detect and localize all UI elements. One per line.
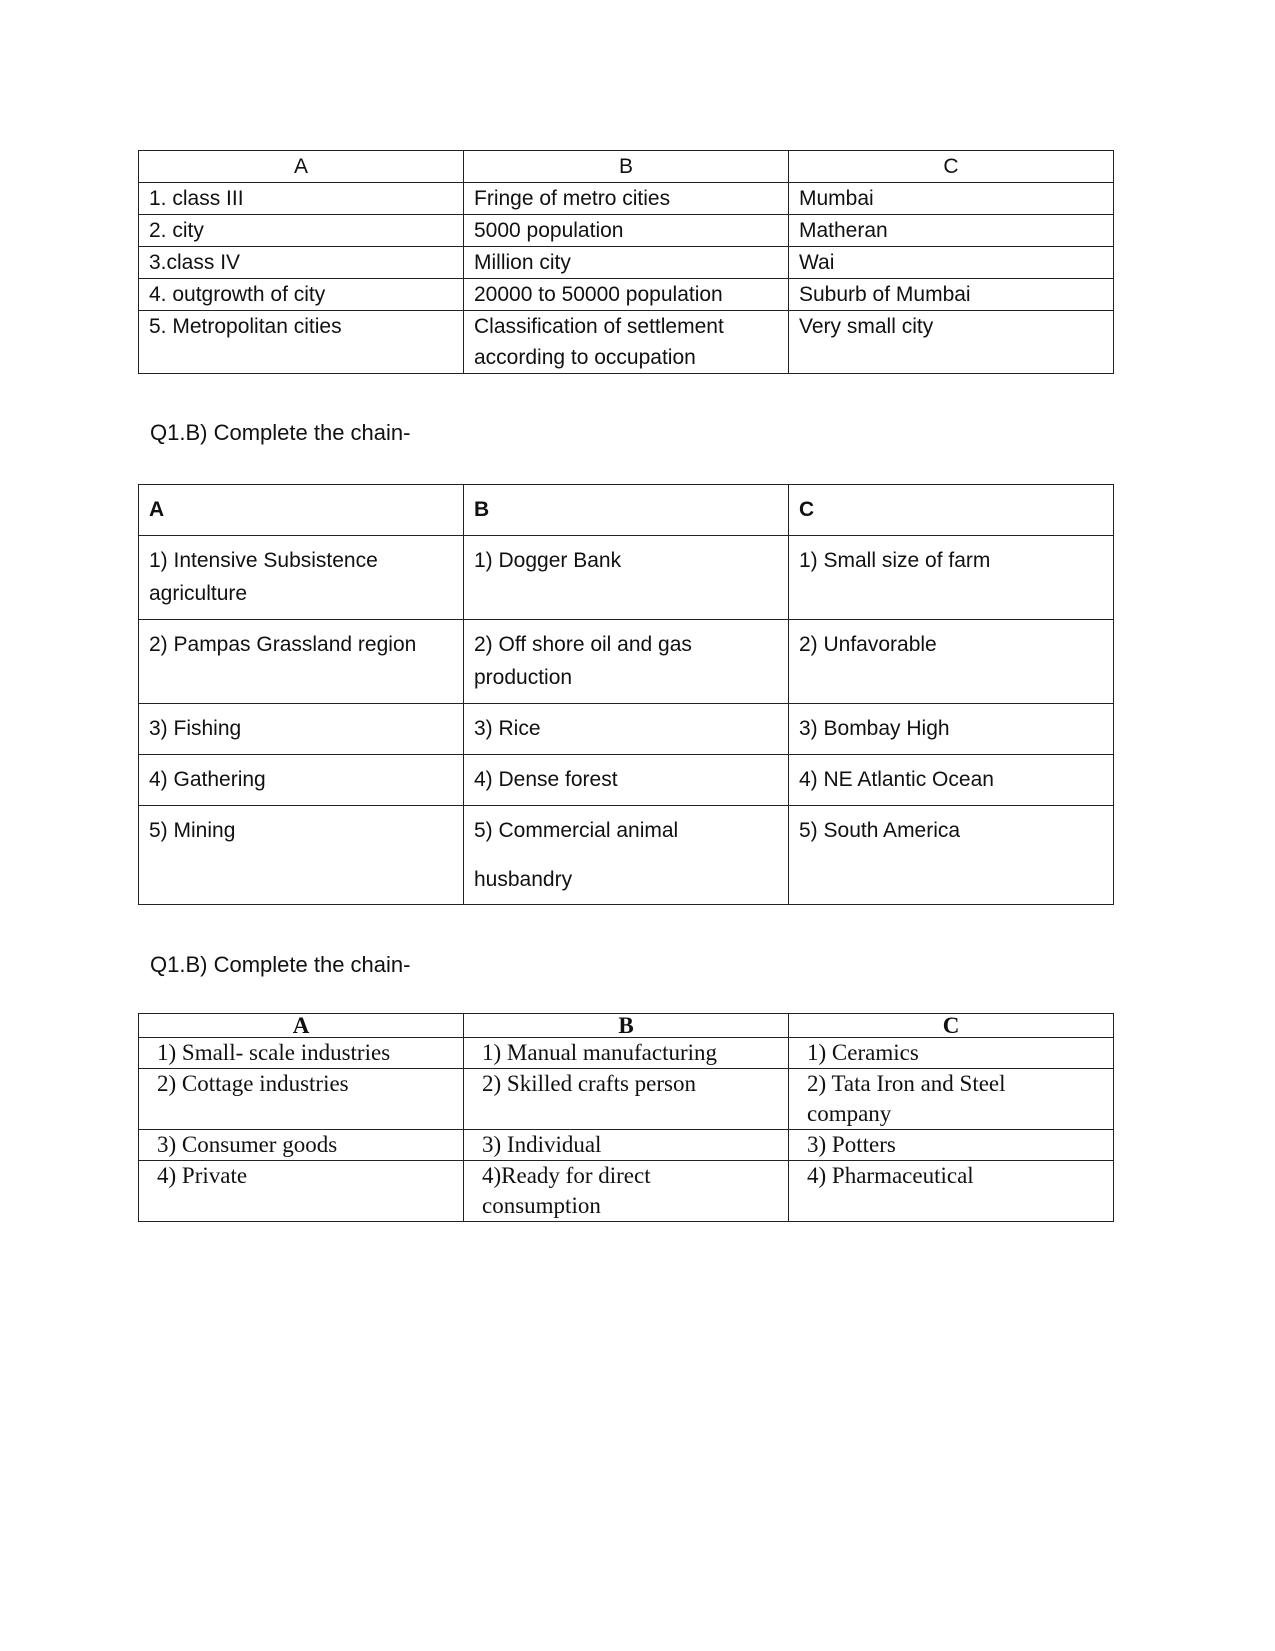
table-cell: 5) Mining [139,806,464,905]
table-cell: 3) Consumer goods [139,1130,464,1161]
column-header-c: C [789,1014,1114,1038]
table-cell: 4. outgrowth of city [139,279,464,311]
table-cell: Mumbai [789,183,1114,215]
table-cell: 1) Small- scale industries [139,1038,464,1069]
table-cell: Matheran [789,215,1114,247]
table-cell: 4) Private [139,1161,464,1222]
column-header-b: B [464,1014,789,1038]
table-row [139,279,1114,311]
column-header-b: B [464,485,789,536]
table-cell: 20000 to 50000 population [464,279,789,311]
table-cell: 4) Dense forest [464,755,789,806]
column-header-a: A [139,1014,464,1038]
table-row [139,1130,1114,1161]
column-header-a: A [139,485,464,536]
table-cell: 5) South America [789,806,1114,905]
table-cell: 4) Gathering [139,755,464,806]
table-cell: 4) Pharmaceutical [789,1161,1114,1222]
table-cell: 3) Fishing [139,704,464,755]
match-table-industries [138,1013,1114,1222]
table-cell: 1) Dogger Bank [464,536,789,620]
table-header-row [139,485,1114,536]
table-cell: 2) Tata Iron and Steel company [789,1069,1114,1130]
table-cell: 5000 population [464,215,789,247]
table-cell: 1) Ceramics [789,1038,1114,1069]
table-cell: 1) Small size of farm [789,536,1114,620]
table-cell: 2) Pampas Grassland region [139,620,464,704]
column-header-c: C [789,485,1114,536]
table-cell: 3.class IV [139,247,464,279]
table-cell: 3) Individual [464,1130,789,1161]
table-row [139,1161,1114,1222]
table-row [139,755,1114,806]
column-header-a: A [139,151,464,183]
table-row [139,311,1114,374]
table-cell: Classification of settlement according to occupation [464,311,789,374]
column-header-b: B [464,151,789,183]
table-cell: Wai [789,247,1114,279]
table-row [139,536,1114,620]
table-cell: 4)Ready for direct consumption [464,1161,789,1222]
table-cell: Million city [464,247,789,279]
match-table-agriculture [138,484,1114,905]
table-cell: Very small city [789,311,1114,374]
table-header-row [139,151,1114,183]
table-cell: 2) Skilled crafts person [464,1069,789,1130]
table-cell: 1) Manual manufacturing [464,1038,789,1069]
table-row [139,215,1114,247]
table-cell: 5. Metropolitan cities [139,311,464,374]
table-cell: Fringe of metro cities [464,183,789,215]
table-cell: 3) Rice [464,704,789,755]
section-heading: Q1.B) Complete the chain- [150,952,411,977]
column-header-c: C [789,151,1114,183]
table-cell: 3) Bombay High [789,704,1114,755]
table-cell: Suburb of Mumbai [789,279,1114,311]
table-row [139,183,1114,215]
table-cell: 5) Commercial animal husbandry [464,806,789,905]
section-heading: Q1.B) Complete the chain- [150,420,411,445]
table-cell: 2. city [139,215,464,247]
match-table-settlements [138,150,1114,374]
table-cell: 1) Intensive Subsistence agriculture [139,536,464,620]
table-cell: 2) Cottage industries [139,1069,464,1130]
table-cell: 1. class III [139,183,464,215]
table-row [139,1038,1114,1069]
table-row [139,1069,1114,1130]
table-cell: 2) Unfavorable [789,620,1114,704]
table-header-row [139,1014,1114,1038]
table-row [139,247,1114,279]
table-row [139,620,1114,704]
table-cell: 3) Potters [789,1130,1114,1161]
table-row [139,704,1114,755]
table-cell: 4) NE Atlantic Ocean [789,755,1114,806]
table-row [139,806,1114,905]
table-cell: 2) Off shore oil and gas production [464,620,789,704]
